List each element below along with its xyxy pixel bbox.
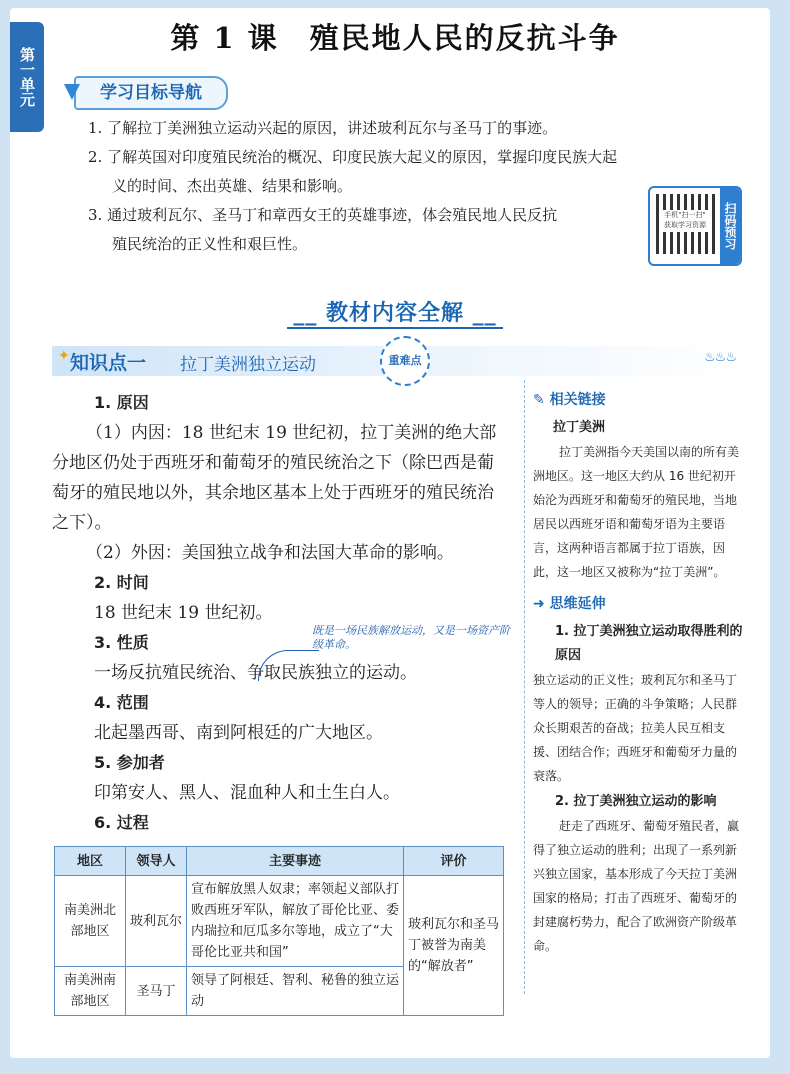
heading-process: 6. 过程 (94, 813, 149, 832)
goal-item (88, 201, 648, 259)
lesson-title: 第 1 课 殖民地人民的反抗斗争 (170, 21, 620, 55)
table-cell: 玻利瓦尔 (126, 876, 187, 967)
para-time: 18 世纪末 19 世纪初。 (94, 603, 273, 623)
heading-cause: 1. 原因 (94, 393, 149, 412)
related-link-label: 相关链接 (549, 392, 606, 408)
table-cell: 玻利瓦尔和圣马丁被誉为南美的“解放者” (404, 876, 504, 1016)
related-link-subtitle: 拉丁美洲 (553, 420, 606, 435)
difficulty-badge: 重难点 (380, 336, 430, 386)
table-cell: 南美洲北部地区 (55, 876, 126, 967)
qr-caption: 手机"扫一扫" 获取学习资源 (660, 210, 710, 232)
sidebar (524, 380, 749, 994)
goal-item (88, 143, 648, 201)
table-header: 地区 (55, 847, 126, 876)
process-table (54, 846, 504, 1016)
heading-participants: 5. 参加者 (94, 753, 165, 772)
table-header: 领导人 (126, 847, 187, 876)
thinking-label: 思维延伸 (549, 596, 606, 612)
heading-time: 2. 时间 (94, 573, 149, 592)
knowledge-point-header (52, 346, 742, 376)
thinking-question: 2. 拉丁美洲独立运动的影响 (555, 794, 717, 809)
para-nature: 一场反抗殖民统治、争取民族独立的运动。 (94, 663, 417, 683)
goal-line: 1. 了解拉丁美洲独立运动兴起的原因，讲述玻利瓦尔与圣马丁的事迹。 (88, 119, 558, 137)
goals-list (88, 114, 648, 259)
flame-icons: ♨♨♨ (704, 350, 736, 365)
para-external-cause: （2）外因：美国独立战争和法国大革命的影响。 (86, 543, 454, 563)
section-title-text: __ 教材内容全解 __ (287, 296, 502, 329)
section-title (0, 296, 790, 329)
para-scope: 北起墨西哥、南到阿根廷的广大地区。 (94, 723, 383, 743)
related-link-text: 拉丁美洲指今天美国以南的所有美洲地区。这一地区大约从 16 世纪初开始沦为西班牙和葡萄牙的殖民地，当地居民以西班牙语和葡萄牙语为主要语言，这两种语言都属于拉丁语族，因此，这一地区又被称为“拉丁美洲”。 (533, 445, 740, 579)
qr-code-block[interactable] (648, 186, 742, 266)
table-header-row (55, 847, 504, 876)
star-icon: ✦ (58, 348, 70, 364)
knowledge-point-label: 知识点一 (70, 352, 147, 374)
arrow-circle-icon: ➜ (533, 596, 545, 612)
handwritten-annotation: 既是一场民族解放运动，又是一场资产阶级革命。 (312, 624, 510, 651)
goal-line: 2. 了解英国对印度殖民统治的概况、印度民族大起义的原因，掌握印度民族大起 (88, 148, 618, 166)
para-participants: 印第安人、黑人、混血种人和土生白人。 (94, 783, 400, 803)
thinking-answer: 独立运动的正义性；玻利瓦尔和圣马丁等人的领导；正确的斗争策略；人民群众长期艰苦的奋战；拉美人民互相支援、团结合作；西班牙和葡萄牙力量的衰落。 (533, 673, 738, 783)
table-header: 评价 (404, 847, 504, 876)
goal-line: 义的时间、杰出英雄、结果和影响。 (112, 177, 353, 195)
para-internal-cause: （1）内因：18 世纪末 19 世纪初，拉丁美洲的绝大部分地区仍处于西班牙和葡萄牙的殖民统治之下（除巴西是葡萄牙的殖民地以外，其余地区基本上处于西班牙的殖民统治之下）。 (52, 423, 497, 533)
unit-tab: 第一单元 (10, 22, 44, 132)
thinking-question: 1. 拉丁美洲独立运动取得胜利的原因 (555, 624, 743, 663)
table-cell: 圣马丁 (126, 967, 187, 1016)
table-cell: 南美洲南部地区 (55, 967, 126, 1016)
heading-nature: 3. 性质 (94, 633, 149, 652)
thinking-heading (533, 592, 743, 616)
table-header: 主要事迹 (187, 847, 404, 876)
knowledge-point-title: 拉丁美洲独立运动 (180, 355, 316, 375)
goal-line: 3. 通过玻利瓦尔、圣马丁和章西女王的英雄事迹，体会殖民地人民反抗 (88, 206, 558, 224)
scan-preview-tag: 扫码预习 (720, 188, 740, 264)
goal-line: 殖民统治的正义性和艰巨性。 (112, 235, 308, 253)
table-cell: 宣布解放黑人奴隶；率领起义部队打败西班牙军队，解放了哥伦比亚、委内瑞拉和厄瓜多尔等地，成立了“大哥伦比亚共和国” (187, 876, 404, 967)
edit-icon: ✎ (533, 392, 545, 408)
thinking-answer: 赶走了西班牙、葡萄牙殖民者，赢得了独立运动的胜利；出现了一系列新兴独立国家，基本形成了今天拉丁美洲国家的格局；打击了西班牙、葡萄牙的封建腐朽势力，配合了欧洲资产阶级革命。 (533, 819, 740, 953)
heading-scope: 4. 范围 (94, 693, 149, 712)
table-row (55, 876, 504, 967)
main-content (52, 388, 504, 838)
related-link-heading (533, 388, 743, 412)
goal-item (88, 114, 648, 143)
goals-heading: 学习目标导航 (74, 76, 228, 110)
table-cell: 领导了阿根廷、智利、秘鲁的独立运动 (187, 967, 404, 1016)
